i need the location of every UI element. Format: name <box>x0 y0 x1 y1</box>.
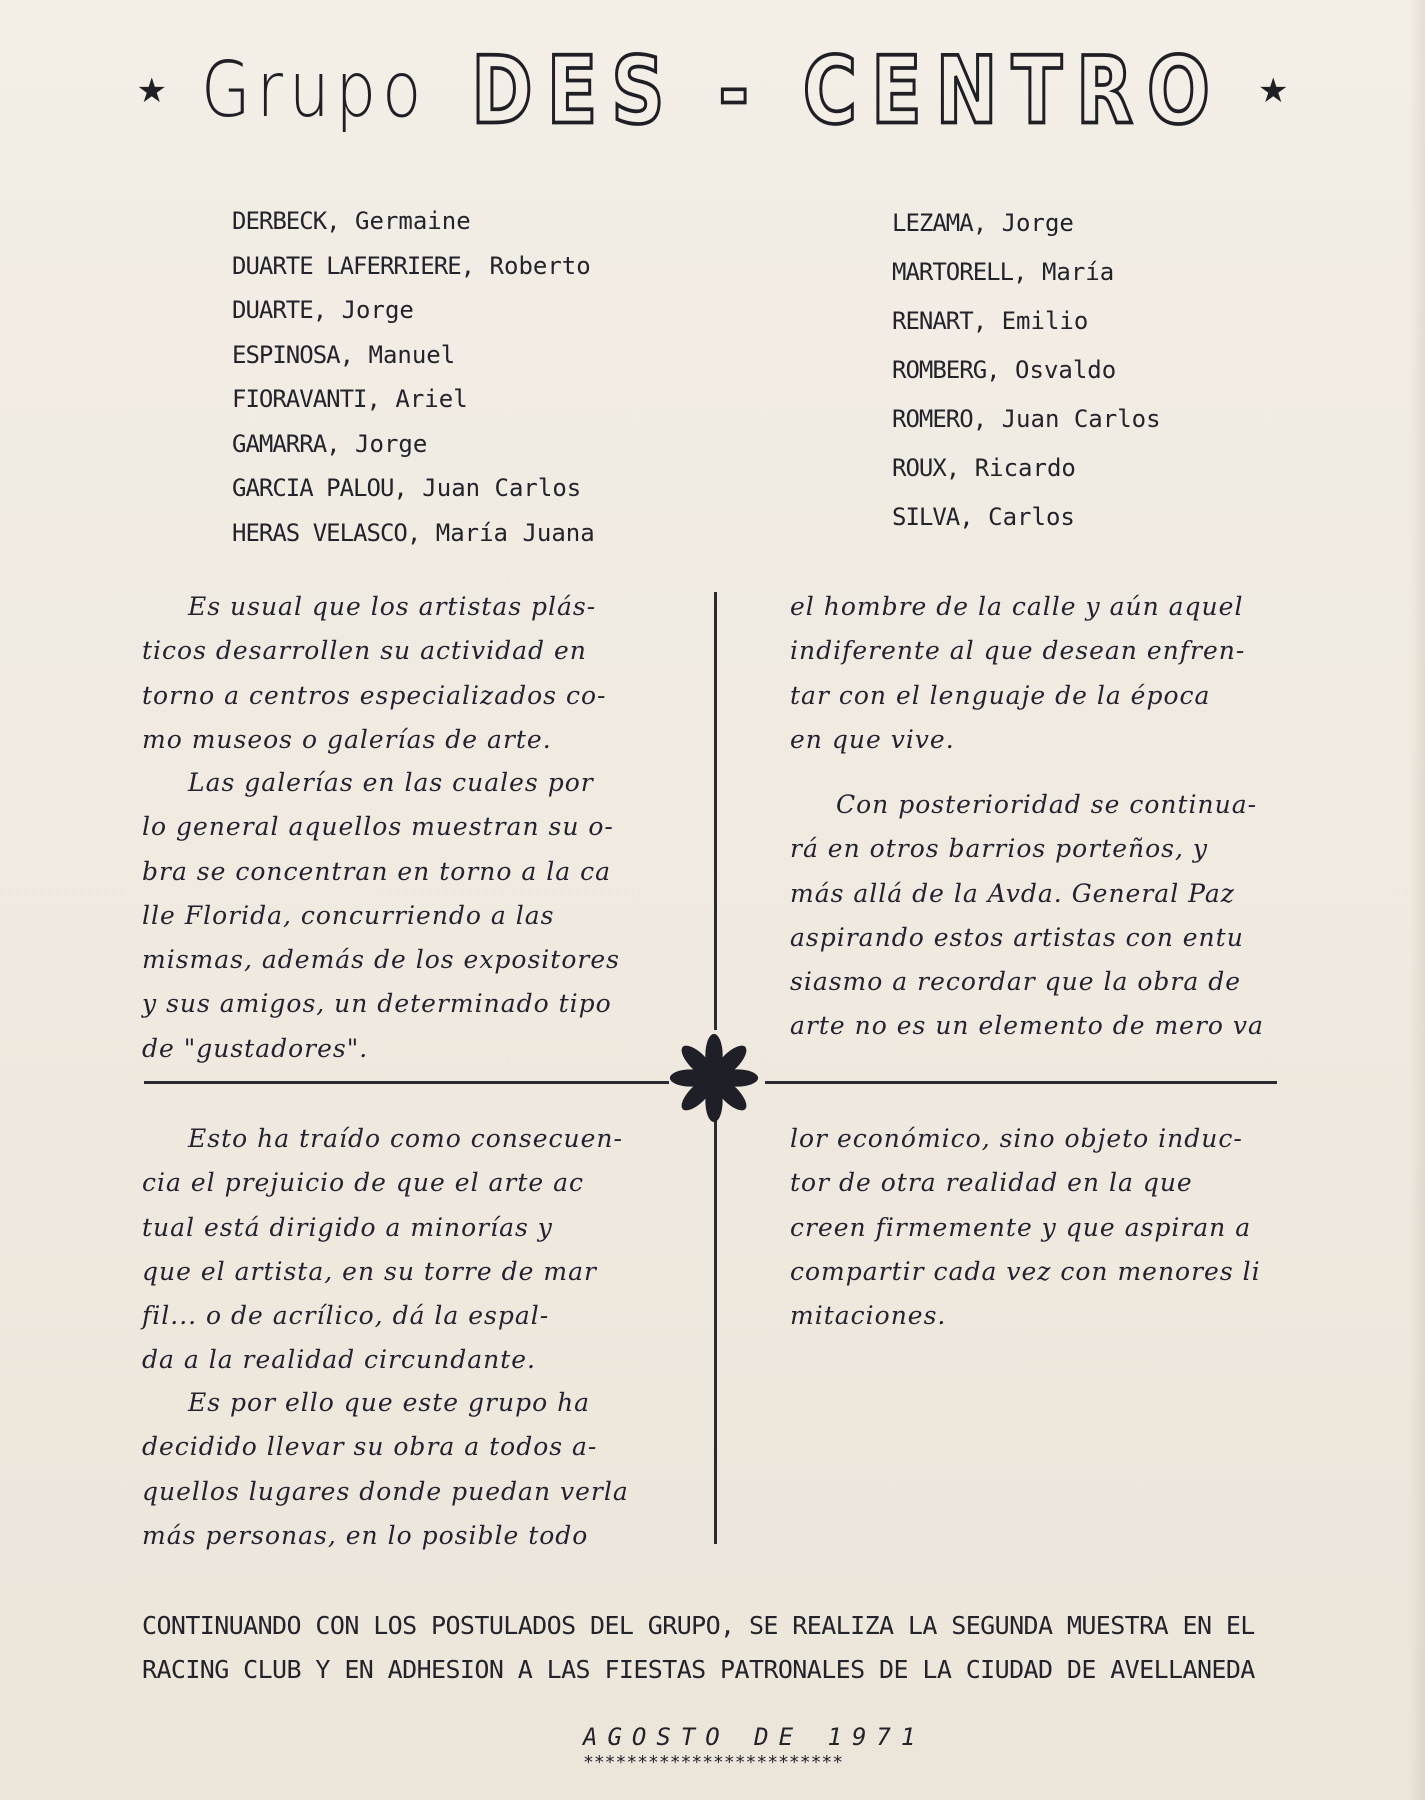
member-given-name: , Juan Carlos <box>972 405 1161 433</box>
member-name <box>892 297 1161 346</box>
text-line: lo general aquellos muestran su o- <box>142 812 614 842</box>
paragraph-economic-value <box>790 1117 1261 1338</box>
member-given-name: , Ariel <box>366 385 468 413</box>
member-surname: DUARTE LAFERRIERE <box>232 251 461 280</box>
text-line: más allá de la Avda. General Paz <box>790 878 1235 908</box>
star-right-icon: ★ <box>1257 71 1289 111</box>
text-line: indiferente al que desean enfren- <box>790 636 1246 666</box>
text-line: bra se concentran en torno a la ca <box>142 856 611 886</box>
vertical-divider-top <box>714 592 717 1030</box>
text-line: tor de otra realidad en la que <box>790 1168 1193 1198</box>
document-header <box>0 36 1425 146</box>
text-line: lle Florida, concurriendo a las <box>142 900 555 930</box>
footer-line-1: CONTINUANDO CON LOS POSTULADOS DEL GRUPO, SE REALIZA LA SEGUNDA MUESTRA EN EL <box>142 1611 1255 1640</box>
text-line: mo museos o galerías de arte. <box>142 724 552 754</box>
paragraph-intro <box>142 585 606 762</box>
text-line: fil... o de acrílico, dá la espal- <box>142 1301 550 1331</box>
member-surname: SILVA <box>892 503 960 531</box>
member-given-name: , Germaine <box>326 207 471 235</box>
member-surname: ESPINOSA <box>232 340 340 369</box>
text-line: da a la realidad circundante. <box>142 1345 537 1375</box>
text-line: en que vive. <box>790 724 955 754</box>
member-surname: ROUX <box>892 454 946 482</box>
member-name <box>892 395 1161 444</box>
member-name <box>232 422 595 467</box>
text-line: siasmo a recordar que la obra de <box>790 967 1242 997</box>
horizontal-divider-right <box>765 1081 1277 1084</box>
text-line: Las galerías en las cuales por <box>188 768 594 797</box>
footer-announcement <box>142 1604 1255 1692</box>
member-given-name: , María Juana <box>406 518 595 547</box>
text-line: el hombre de la calle y aún aquel <box>790 592 1244 621</box>
member-surname: ROMBERG <box>892 356 987 384</box>
text-line: mismas, además de los expositores <box>142 945 620 975</box>
text-line: torno a centros especializados co- <box>142 680 607 710</box>
member-name <box>232 511 595 556</box>
text-line: quellos lugares donde puedan verla <box>142 1476 629 1506</box>
paragraph-other-neighborhoods <box>790 783 1264 1049</box>
member-given-name: , María <box>1013 258 1115 286</box>
member-name <box>232 199 595 244</box>
member-name <box>892 493 1161 542</box>
text-line: de "gustadores". <box>142 1033 369 1063</box>
horizontal-divider-left <box>144 1081 669 1084</box>
member-surname: MARTORELL <box>892 258 1014 286</box>
member-surname: GARCIA PALOU <box>232 474 394 502</box>
members-list-left <box>232 199 595 555</box>
text-line: rá en otros barrios porteños, y <box>790 834 1208 864</box>
member-surname: HERAS VELASCO <box>232 518 407 547</box>
text-line: tar con el lenguaje de la época <box>790 680 1211 710</box>
date-line: AGOSTO DE 1971 <box>583 1723 926 1751</box>
member-name <box>232 288 595 333</box>
paper-edge-shadow <box>1409 0 1425 1800</box>
member-surname: LEZAMA <box>892 209 973 237</box>
vertical-divider-bottom <box>714 1118 717 1544</box>
text-line: Es por ello que este grupo ha <box>188 1388 591 1417</box>
text-line: Esto ha traído como consecuen- <box>188 1124 623 1153</box>
paragraph-prejudice <box>142 1117 623 1383</box>
paragraph-group-decision <box>142 1381 629 1558</box>
member-given-name: , Osvaldo <box>986 356 1117 384</box>
date-underline-stars: ************************ <box>583 1752 844 1773</box>
member-name <box>232 466 595 511</box>
text-line: decidido llevar su obra a todos a- <box>142 1432 598 1462</box>
member-name <box>232 244 595 289</box>
member-surname: RENART <box>892 307 973 335</box>
paragraph-man-of-street <box>790 585 1245 762</box>
member-given-name: , Jorge <box>326 429 428 458</box>
text-line: ticos desarrollen su actividad en <box>142 636 587 666</box>
member-name <box>892 346 1161 395</box>
text-line: más personas, en lo posible todo <box>142 1520 589 1550</box>
footer-line-2: RACING CLUB Y EN ADHESION A LAS FIESTAS PATRONALES DE LA CIUDAD DE AVELLANEDA <box>142 1655 1255 1684</box>
text-line: lor económico, sino objeto induc- <box>790 1124 1243 1153</box>
title-grupo: Grupo <box>201 46 428 136</box>
text-line: tual está dirigido a minorías y <box>142 1212 553 1242</box>
text-line: Es usual que los artistas plás- <box>188 592 597 621</box>
member-given-name: , Manuel <box>339 340 456 369</box>
text-line: mitaciones. <box>790 1301 947 1331</box>
member-surname: DERBECK <box>232 207 327 235</box>
member-given-name: , Ricardo <box>945 454 1076 482</box>
text-line: creen firmemente y que aspiran a <box>790 1212 1252 1242</box>
text-line: y sus amigos, un determinado tipo <box>142 989 612 1019</box>
member-given-name: , Emilio <box>972 307 1089 335</box>
paragraph-galleries <box>142 761 620 1071</box>
member-name <box>892 248 1161 297</box>
member-given-name: , Jorge <box>972 209 1074 237</box>
title-des-centro: DES - CENTRO <box>471 37 1224 145</box>
member-given-name: , Jorge <box>312 296 414 324</box>
members-list-right <box>892 199 1161 542</box>
member-name <box>232 377 595 422</box>
text-line: aspirando estos artistas con entu <box>790 922 1244 952</box>
member-given-name: , Roberto <box>460 251 591 280</box>
text-line: Con posterioridad se continua- <box>836 790 1258 819</box>
text-line: compartir cada vez con menores li <box>790 1256 1261 1286</box>
member-surname: ROMERO <box>892 405 973 433</box>
text-line: cia el prejuicio de que el arte ac <box>142 1168 585 1198</box>
member-name <box>232 333 595 378</box>
member-surname: DUARTE <box>232 296 313 324</box>
member-surname: FIORAVANTI <box>232 385 367 413</box>
asterisk-flower-icon <box>666 1030 762 1126</box>
member-name <box>892 199 1161 248</box>
member-surname: GAMARRA <box>232 429 327 458</box>
text-line: arte no es un elemento de mero va <box>790 1011 1264 1041</box>
member-name <box>892 444 1161 493</box>
star-left-icon: ★ <box>136 71 168 111</box>
text-line: que el artista, en su torre de mar <box>142 1256 597 1286</box>
member-given-name: , Juan Carlos <box>393 474 582 502</box>
member-given-name: , Carlos <box>959 503 1075 531</box>
